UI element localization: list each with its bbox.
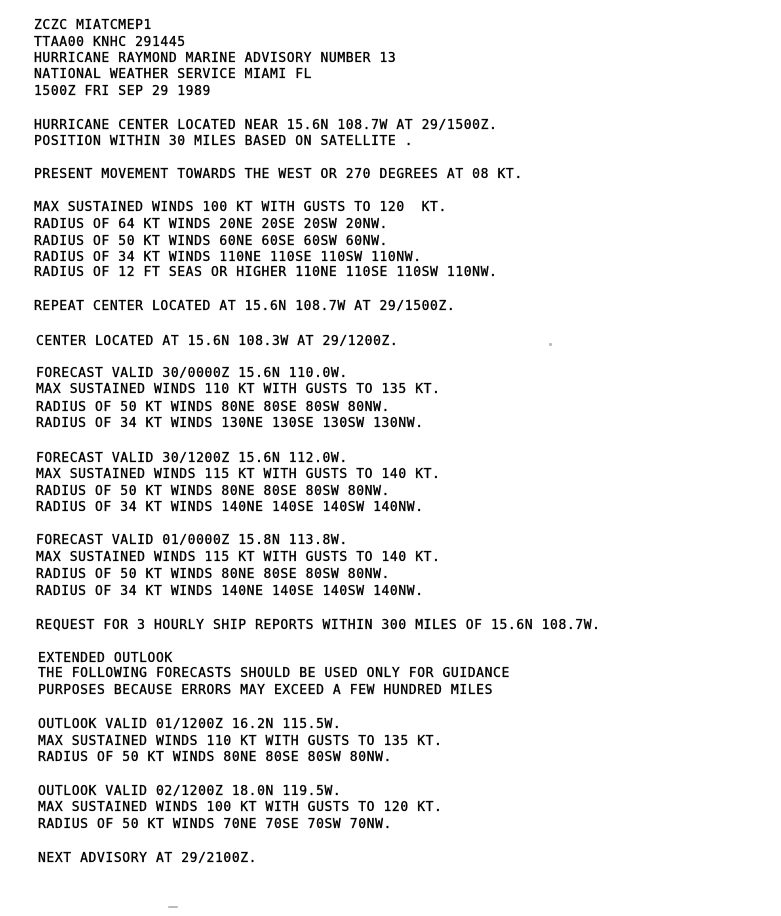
outlook-1-radius-50kt-line: RADIUS OF 50 KT WINDS 80NE 80SE 80SW 80NW. (38, 750, 392, 765)
max-winds-line: MAX SUSTAINED WINDS 100 KT WITH GUSTS TO 120 KT. (34, 200, 447, 215)
issuing-office: NATIONAL WEATHER SERVICE MIAMI FL (34, 67, 313, 82)
position-accuracy-line: POSITION WITHIN 30 MILES BASED ON SATELLITE . (34, 134, 414, 149)
movement-line: PRESENT MOVEMENT TOWARDS THE WEST OR 270 DEGREES AT 08 KT. (34, 167, 523, 182)
forecast-1-radius-34kt-line: RADIUS OF 34 KT WINDS 130NE 130SE 130SW 130NW. (36, 416, 424, 431)
forecast-1-valid-line: FORECAST VALID 30/0000Z 15.6N 110.0W. (36, 366, 348, 381)
radius-50kt-line: RADIUS OF 50 KT WINDS 60NE 60SE 60SW 60NW. (34, 234, 388, 249)
ship-report-request-line: REQUEST FOR 3 HOURLY SHIP REPORTS WITHIN 300 MILES OF 15.6N 108.7W. (36, 618, 601, 633)
forecast-1-radius-50kt-line: RADIUS OF 50 KT WINDS 80NE 80SE 80SW 80NW. (36, 400, 390, 415)
forecast-2-radius-50kt-line: RADIUS OF 50 KT WINDS 80NE 80SE 80SW 80NW. (36, 484, 390, 499)
prior-center-line: CENTER LOCATED AT 15.6N 108.3W AT 29/1200Z. (36, 334, 399, 349)
radius-64kt-line: RADIUS OF 64 KT WINDS 20NE 20SE 20SW 20NW. (34, 217, 388, 232)
bulletin-id-line: TTAA00 KNHC 291445 (34, 35, 186, 50)
center-location-line: HURRICANE CENTER LOCATED NEAR 15.6N 108.7W AT 29/1500Z. (34, 118, 498, 133)
repeat-center-line: REPEAT CENTER LOCATED AT 15.6N 108.7W AT 29/1500Z. (34, 299, 456, 314)
issue-time: 1500Z FRI SEP 29 1989 (34, 84, 211, 99)
forecast-3-max-winds-line: MAX SUSTAINED WINDS 115 KT WITH GUSTS TO 140 KT. (36, 550, 441, 565)
forecast-1-max-winds-line: MAX SUSTAINED WINDS 110 KT WITH GUSTS TO 135 KT. (36, 382, 441, 397)
radius-12ft-seas-line: RADIUS OF 12 FT SEAS OR HIGHER 110NE 110SE 110SW 110NW. (34, 265, 498, 280)
extended-outlook-heading: EXTENDED OUTLOOK (38, 651, 173, 666)
radius-34kt-line: RADIUS OF 34 KT WINDS 110NE 110SE 110SW 110NW. (34, 250, 422, 265)
guidance-note-line-1: THE FOLLOWING FORECASTS SHOULD BE USED ONLY FOR GUIDANCE (38, 666, 510, 681)
outlook-1-max-winds-line: MAX SUSTAINED WINDS 110 KT WITH GUSTS TO 135 KT. (38, 734, 443, 749)
next-advisory-line: NEXT ADVISORY AT 29/2100Z. (38, 851, 258, 866)
forecast-3-valid-line: FORECAST VALID 01/0000Z 15.8N 113.8W. (36, 533, 348, 548)
scan-speck (549, 343, 552, 346)
wmo-header-line: ZCZC MIATCMEP1 (34, 18, 152, 33)
forecast-2-radius-34kt-line: RADIUS OF 34 KT WINDS 140NE 140SE 140SW 140NW. (36, 500, 424, 515)
forecast-2-max-winds-line: MAX SUSTAINED WINDS 115 KT WITH GUSTS TO 140 KT. (36, 467, 441, 482)
outlook-2-max-winds-line: MAX SUSTAINED WINDS 100 KT WITH GUSTS TO 120 KT. (38, 800, 443, 815)
forecast-3-radius-34kt-line: RADIUS OF 34 KT WINDS 140NE 140SE 140SW 140NW. (36, 584, 424, 599)
outlook-2-valid-line: OUTLOOK VALID 02/1200Z 18.0N 119.5W. (38, 784, 342, 799)
outlook-1-valid-line: OUTLOOK VALID 01/1200Z 16.2N 115.5W. (38, 717, 342, 732)
outlook-2-radius-50kt-line: RADIUS OF 50 KT WINDS 70NE 70SE 70SW 70NW. (38, 817, 392, 832)
guidance-note-line-2: PURPOSES BECAUSE ERRORS MAY EXCEED A FEW HUNDRED MILES (38, 683, 494, 698)
advisory-title: HURRICANE RAYMOND MARINE ADVISORY NUMBER 13 (34, 51, 397, 66)
forecast-3-radius-50kt-line: RADIUS OF 50 KT WINDS 80NE 80SE 80SW 80NW. (36, 567, 390, 582)
forecast-2-valid-line: FORECAST VALID 30/1200Z 15.6N 112.0W. (36, 451, 348, 466)
scan-speck (168, 906, 178, 908)
